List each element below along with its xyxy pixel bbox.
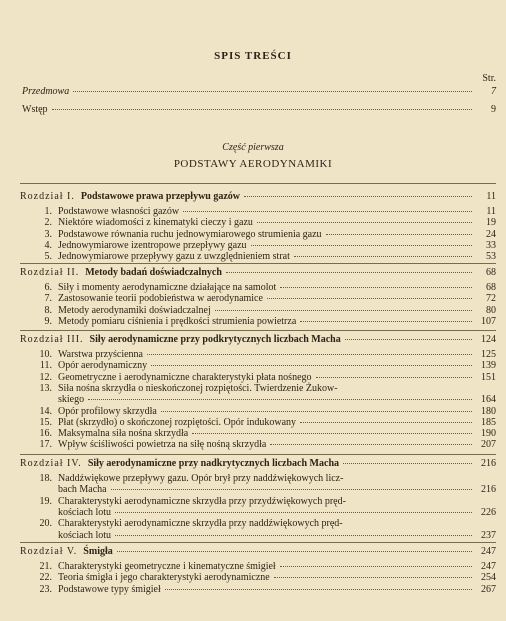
toc-entry [30,240,496,251]
leader-dots [192,433,472,434]
toc-entry [30,206,496,217]
entry-number: 5. [44,251,52,263]
entry-text: Opór profilowy skrzydła [58,405,157,417]
chapter-divider [20,263,496,264]
leader-dots [274,577,472,578]
toc-entry [30,293,496,304]
page-number: 19 [486,217,496,229]
leader-dots [117,551,472,552]
page-number: 124 [481,334,496,345]
page-number: 254 [481,572,496,584]
page-number: 267 [481,583,496,595]
leader-dots [270,444,472,445]
entry-number: 21. [39,561,52,572]
entry-text-cont: kościach lotu [58,529,112,541]
leader-dots [267,298,472,299]
toc-entry-line1 [30,473,496,484]
toc-entry [30,360,496,371]
entry-text: Podstawowe typy śmigieł [58,583,161,595]
front-entry-preface: Przedmowa 7 [22,86,496,97]
entry-text: Zastosowanie teorii podobieństwa w aerodynamice [58,293,263,305]
chapter-number: Rozdział III. [20,334,84,345]
page-number: 68 [486,282,496,293]
leader-dots [151,365,472,366]
divider [20,183,496,184]
chapter-heading [20,267,496,278]
toc-entry [30,428,496,439]
leader-dots [183,211,472,212]
chapter-heading [20,334,496,345]
page-number: 216 [481,458,496,469]
entry-text: Siły i momenty aerodynamiczne działające na samolot [58,282,277,293]
front-entry-intro: Wstęp 9 [22,104,496,115]
chapter-divider [20,542,496,543]
toc-entry [30,572,496,583]
entry-text: Płat (skrzydło) o skończonej rozpiętości. Opór indukowany [58,416,297,428]
entry-number: 14. [39,405,52,417]
entry-number: 4. [44,239,52,251]
page-number: 237 [481,529,496,541]
entry-text: Geometryczne i aerodynamiczne charakterystyki płata nośnego [58,371,312,383]
toc-entry [30,305,496,316]
entry-number: 23. [39,583,52,595]
entry-text: Warstwa przyścienna [58,349,143,360]
leader-dots [226,272,472,273]
chapter-divider [20,454,496,455]
page-number: 226 [481,506,496,518]
entry-text: Niektóre wiadomości z kinematyki cieczy i gazu [58,217,253,229]
leader-dots [294,256,472,257]
page-number: 247 [481,561,496,572]
leader-dots [257,222,472,223]
page-number: 80 [486,304,496,316]
entry-text: Siła nośna skrzydła o nieskończonej rozpiętości. Twierdzenie Żukow- [58,382,338,394]
chapter-title: Metody badań doświadczalnych [85,267,222,278]
chapter-divider [20,330,496,331]
entry-number: 18. [39,473,52,484]
chapter-number: Rozdział II. [20,267,80,278]
leader-dots [345,339,472,340]
entry-number: 1. [44,206,52,217]
chapter-title: Siły aerodynamiczne przy nadkrytycznych liczbach Macha [87,458,339,469]
entry-number: 19. [39,495,52,507]
toc-entry-line1 [30,518,496,529]
toc-entry [30,316,496,327]
page-number: 72 [486,293,496,305]
toc-entry [30,217,496,228]
toc-entry [30,282,496,293]
entry-text: Podstawowe własności gazów [58,206,180,217]
page-number: 164 [481,394,496,406]
chapter-heading [20,546,496,557]
entry-number: 16. [39,428,52,440]
page-number: 107 [481,315,496,327]
leader-dots [161,411,472,412]
page-number: 190 [481,428,496,440]
leader-dots [147,354,472,355]
toc-entry [30,584,496,595]
entry-number: 7. [44,293,52,305]
chapter-number: Rozdział IV. [20,458,82,469]
page-number: 185 [481,416,496,428]
page-number: 125 [481,349,496,360]
entry-number: 3. [44,228,52,240]
toc-entry [30,251,496,262]
entry-text: Maksymalna siła nośna skrzydła [58,428,189,440]
entry-text: Charakterystyki aerodynamiczne skrzydła przy naddźwiękowych pręd- [58,518,343,530]
entry-number: 6. [44,282,52,293]
toc-entry-line2 [30,507,496,518]
page-number: 151 [481,371,496,383]
chapter-heading [20,191,496,202]
leader-dots [316,377,472,378]
page-number: 216 [481,484,496,496]
entry-text-cont: skiego [58,394,85,406]
entry-text: Podstawowe równania ruchu jednowymiarowego strumienia gazu [58,228,322,240]
entry-number: 15. [39,416,52,428]
toc-entry-line2 [30,530,496,541]
page-number: 11 [486,206,496,217]
entry-text: Naddźwiękowe przepływy gazu. Opór brył przy naddźwiękowych licz- [58,473,344,484]
chapter-number: Rozdział I. [20,191,75,202]
toc-entry-line2 [30,394,496,405]
toc-title: SPIS TREŚCI [214,50,292,62]
leader-dots [343,463,472,464]
entry-number: 9. [44,315,52,327]
page-number: 68 [486,267,496,278]
entry-text-cont: kościach lotu [58,506,112,518]
entry-number: 20. [39,518,52,530]
entry-text: Wpływ ściśliwości powietrza na siłę nośną skrzydła [58,439,267,451]
page-number: 207 [481,439,496,451]
toc-entry-line1 [30,383,496,394]
toc-entry [30,349,496,360]
leader-dots [251,245,472,246]
entry-text: Metody aerodynamiki doświadczalnej [58,304,211,316]
entry-text: Jednowymiarowe przepływy gazu z uwzględnieniem strat [58,251,290,263]
leader-dots [244,196,472,197]
entry-number: 8. [44,304,52,316]
toc-entry [30,561,496,572]
page-column-label: Str. [482,73,496,84]
toc-entry [30,417,496,428]
entry-text: Charakterystyki aerodynamiczne skrzydła przy przydźwiękowych pręd- [58,495,346,507]
leader-dots [115,535,472,536]
leader-dots [215,310,472,311]
entry-number: 10. [39,349,52,360]
toc-entry [30,229,496,240]
entry-number: 13. [39,382,52,394]
entry-number: 22. [39,572,52,584]
chapter-title: Podstawowe prawa przepływu gazów [80,191,241,202]
leader-dots [115,512,472,513]
leader-dots [300,321,472,322]
entry-text: Charakterystyki geometryczne i kinematyczne śmigieł [58,561,276,572]
leader-dots [88,399,472,400]
toc-entry-line1 [30,496,496,507]
entry-text: Teoria śmigła i jego charakterystyki aerodynamiczne [58,572,270,584]
toc-entry [30,406,496,417]
page-number: 139 [481,360,496,372]
entry-text: Metody pomiaru ciśnienia i prędkości strumienia powietrza [58,315,297,327]
entry-number: 2. [44,217,52,229]
entry-number: 17. [39,439,52,451]
part-label: Część pierwsza [222,142,284,153]
entry-text: Jednowymiarowe izentropowe przepływy gazu [58,239,247,251]
entry-text-cont: bach Macha [58,484,107,496]
leader-dots [280,566,472,567]
entry-text: Opór aerodynamiczny [58,360,148,372]
entry-number: 12. [39,371,52,383]
leader-dots [280,287,472,288]
toc-entry-line2 [30,484,496,495]
chapter-title: Śmigła [83,546,113,557]
page-number: 53 [486,251,496,263]
chapter-title: Siły aerodynamiczne przy podkrytycznych liczbach Macha [89,334,341,345]
page-number: 11 [486,191,496,202]
part-title: PODSTAWY AERODYNAMIKI [173,158,333,170]
page-number: 180 [481,405,496,417]
leader-dots [300,422,472,423]
page-number: 24 [486,228,496,240]
page-number: 247 [481,546,496,557]
chapter-heading [20,458,496,469]
page-number: 33 [486,239,496,251]
leader-dots [111,489,472,490]
entry-number: 11. [39,360,52,372]
chapter-number: Rozdział V. [20,546,78,557]
toc-entry [30,372,496,383]
toc-entry [30,439,496,450]
leader-dots [326,234,472,235]
leader-dots [165,589,472,590]
